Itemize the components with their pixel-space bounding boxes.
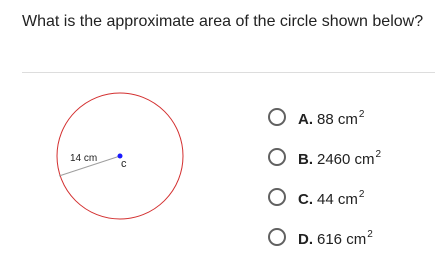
choice-b-letter: B. [298,150,313,168]
choice-a-letter: A. [298,110,313,128]
choice-a-exponent: 2 [358,108,365,120]
choice-b-value: 2460 cm [317,150,375,168]
radio-button-c[interactable] [268,188,286,206]
choice-c-value: 44 cm [317,190,358,208]
choice-a[interactable] [268,97,435,137]
divider [22,72,435,73]
answer-choices [268,97,435,257]
radius-label: 14 cm [70,153,98,164]
radio-button-a[interactable] [268,108,286,126]
choice-c-letter: C. [298,190,313,208]
choice-a-value: 88 cm [317,110,358,128]
choice-b[interactable] [268,137,435,177]
radio-button-d[interactable] [268,228,286,246]
circle-figure [0,80,250,240]
choice-d[interactable] [268,217,435,257]
choice-a-label [298,105,364,130]
choice-c[interactable] [268,177,435,217]
choice-d-value: 616 cm [317,230,367,248]
choice-d-exponent: 2 [367,228,373,240]
choice-d-label [298,225,373,250]
circle-diagram [0,80,250,240]
choice-c-exponent: 2 [358,188,365,200]
choice-b-label [298,145,381,170]
choice-c-label [298,185,364,210]
radio-button-b[interactable] [268,148,286,166]
question-text: What is the approximate area of the circle shown below? [22,13,424,30]
center-label: c [121,158,127,170]
choice-d-letter: D. [298,230,313,248]
choice-b-exponent: 2 [375,148,382,160]
